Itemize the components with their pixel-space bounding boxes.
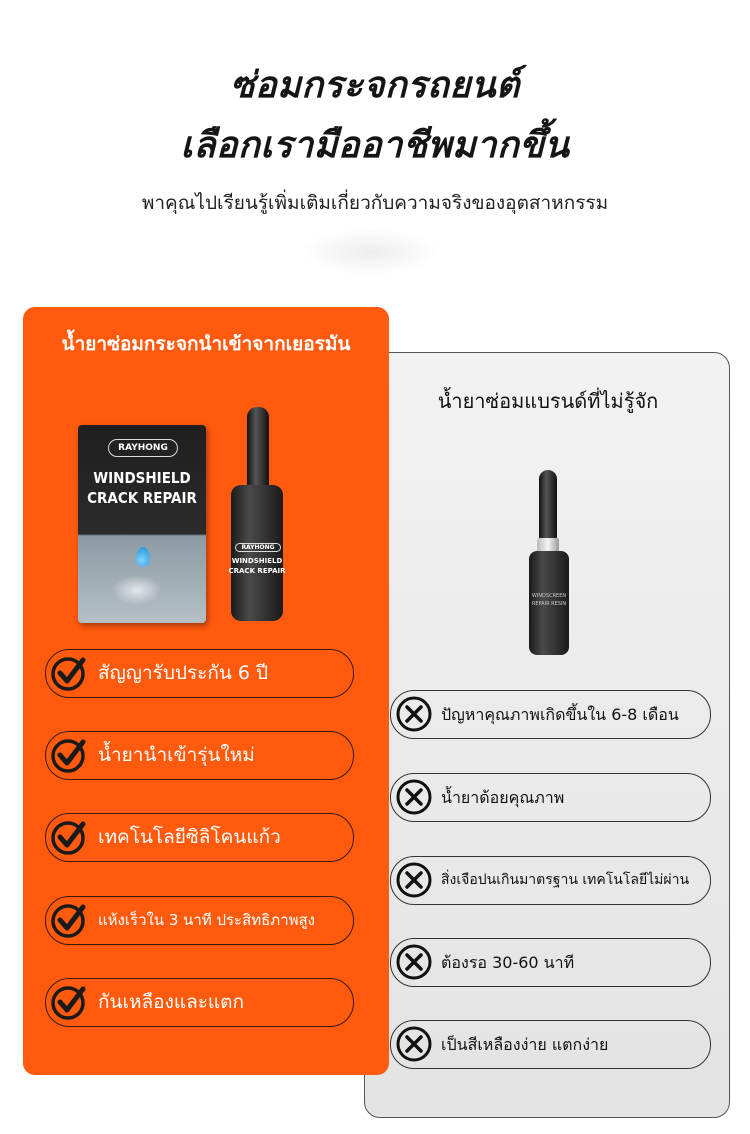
issue-item <box>390 938 711 987</box>
issue-item <box>390 690 711 739</box>
check-circle-icon <box>50 983 88 1021</box>
x-circle-icon <box>395 778 433 816</box>
product-box <box>78 425 206 623</box>
headline-line-2: เลือกเรามืออาชีพมากขึ้น <box>180 125 570 166</box>
bottle-nozzle <box>247 407 269 487</box>
feature-item <box>45 978 354 1027</box>
feature-label: กันเหลืองและแตก <box>98 991 245 1013</box>
glass-crack-image <box>112 575 162 605</box>
our-product-panel-title: น้ำยาซ่อมกระจกนำเข้าจากเยอรมัน <box>61 333 351 355</box>
check-circle-icon <box>50 901 88 939</box>
bottle-body <box>231 485 283 621</box>
bottle-brand: RAYHONG <box>235 543 281 552</box>
check-circle-icon <box>50 818 88 856</box>
issue-label: เป็นสีเหลืองง่าย แตกง่าย <box>441 1035 609 1054</box>
droplet-icon <box>136 547 150 567</box>
x-circle-icon <box>395 1025 433 1063</box>
product-name-line-2: CRACK REPAIR <box>87 489 197 507</box>
x-circle-icon <box>395 943 433 981</box>
feature-item <box>45 813 354 862</box>
check-circle-icon <box>50 736 88 774</box>
issue-label: ปัญหาคุณภาพเกิดขึ้นใน 6-8 เดือน <box>441 705 679 724</box>
feature-label: เทคโนโลยีซิลิโคนแก้ว <box>98 826 281 848</box>
bottle-nozzle <box>539 470 557 540</box>
issue-label: ต้องรอ 30-60 นาที <box>441 953 575 972</box>
bottle-label-line-2: CRACK REPAIR <box>228 567 286 575</box>
subtitle: พาคุณไปเรียนรู้เพิ่มเติมเกี่ยวกับความจริงของอุตสาหกรรม <box>141 192 609 214</box>
feature-item <box>45 896 354 945</box>
issue-item <box>390 1020 711 1069</box>
feature-item <box>45 731 354 780</box>
feature-label: สัญญารับประกัน 6 ปี <box>98 662 269 684</box>
issue-label: สิ่งเจือปนเกินมาตรฐาน เทคโนโลยีไม่ผ่าน <box>441 872 690 888</box>
issue-item <box>390 856 711 905</box>
decorative-glow <box>300 228 440 276</box>
check-circle-icon <box>50 654 88 692</box>
issue-item <box>390 773 711 822</box>
headline-line-1: ซ่อมกระจกรถยนต์ <box>230 65 520 106</box>
product-brand: RAYHONG <box>108 439 178 457</box>
feature-label: น้ำยานำเข้ารุ่นใหม่ <box>98 744 255 766</box>
bottle-collar <box>537 538 559 552</box>
feature-item <box>45 649 354 698</box>
issue-label: น้ำยาด้อยคุณภาพ <box>441 788 565 807</box>
competitor-panel-title: น้ำยาซ่อมแบรนด์ที่ไม่รู้จัก <box>437 389 659 413</box>
product-name-line-1: WINDSHIELD <box>93 469 191 487</box>
bottle-label-line-1: WINDSHIELD <box>231 557 283 565</box>
feature-label: แห้งเร็วใน 3 นาที ประสิทธิภาพสูง <box>98 911 315 929</box>
competitor-panel <box>364 352 730 1118</box>
x-circle-icon <box>395 861 433 899</box>
bottle-label-line-1: WINDSCREEN <box>531 593 567 599</box>
our-product-panel <box>23 307 389 1075</box>
bottle-label-line-2: REPAIR RESIN <box>531 601 567 607</box>
x-circle-icon <box>395 695 433 733</box>
